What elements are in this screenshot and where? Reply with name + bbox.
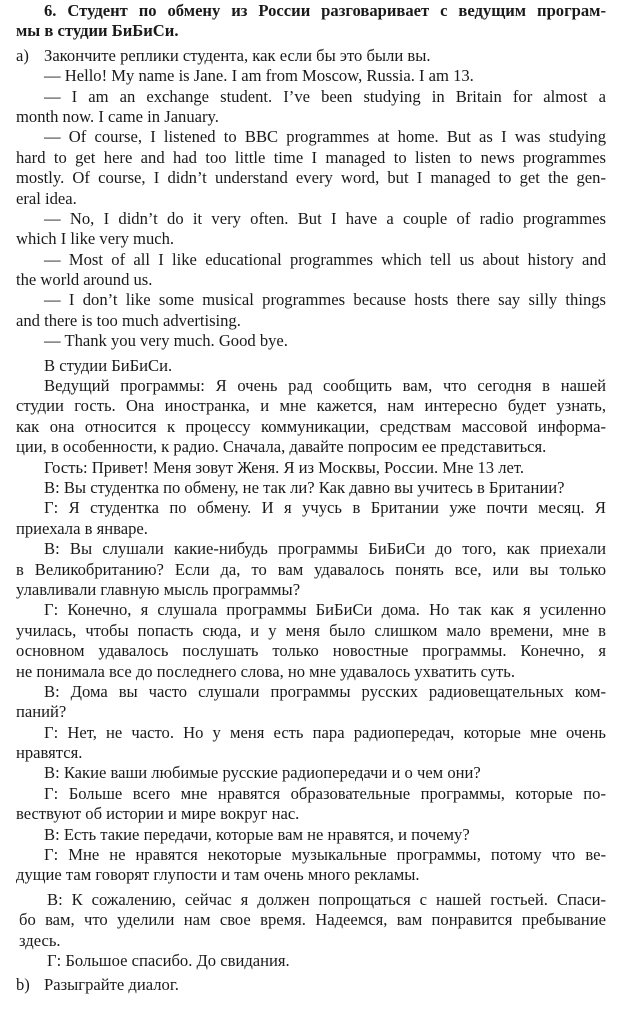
text-line: не понимала все до последнего слова, но мне удавалось ухватить суть. (16, 661, 515, 681)
paragraph (16, 682, 606, 723)
text-line: — Most of all I like educational programmes which tell us about history and (44, 249, 606, 269)
text-line: — Of course, I listened to BBC programmes at home. But as I was studying (44, 127, 606, 147)
text-line: В студии БиБиСи. (44, 355, 173, 375)
text-line: В: Есть такие передачи, которые вам не нравятся, и почему? (44, 824, 470, 844)
text-line: ции, в особенности, к радио. Сначала, давайте попросим ее представиться. (16, 437, 547, 457)
paragraph (16, 539, 606, 600)
paragraph (16, 600, 606, 682)
text-line: паний? (16, 702, 67, 722)
text-line: улавливали главную мысль программы? (16, 579, 301, 599)
text-line: — Thank you very much. Good bye. (44, 331, 288, 351)
text-line: приехала в январе. (16, 518, 148, 538)
task-a (16, 46, 606, 66)
paragraph (16, 458, 606, 478)
paragraph (16, 723, 606, 764)
task-b-text: Разыграйте диалог. (44, 975, 179, 995)
task-b (16, 975, 606, 995)
text-line: hard to get here and had too little time I managed to listen to news programmes (16, 147, 606, 167)
text-line: and there is too much advertising. (16, 310, 241, 330)
text-line: здесь. (19, 930, 61, 950)
paragraph (16, 376, 606, 458)
task-a-text: Закончите реплики студента, как если бы это были вы. (44, 45, 431, 65)
text-line: Ведущий программы: Я очень рад сообщить вам, что сегодня в нашей (44, 376, 606, 396)
paragraph (16, 331, 606, 351)
text-line: училась, чтобы попасть сюда, и у меня было слишком мало времени, мне в (16, 620, 606, 640)
text-line: основном удавалось послушать только новостные программы. Конечно, я (16, 641, 606, 661)
paragraph (16, 498, 606, 539)
text-line: which I like very much. (16, 229, 175, 249)
paragraph (16, 87, 606, 128)
paragraph (16, 209, 606, 250)
text-line: В: Вы слушали какие-нибудь программы БиБиСи до того, как приехали (44, 539, 606, 559)
text-line: month now. I came in January. (16, 106, 219, 126)
text-line: В: Дома вы часто слушали программы русских радиовещательных ком- (44, 681, 606, 701)
title-line: мы в студии БиБиСи. (16, 21, 179, 41)
text-line: вествуют об истории и мире вокруг нас. (16, 804, 300, 824)
text-line: как она относится к процессу коммуникации, средствам массовой информа- (16, 416, 606, 436)
text-line: Г: Больше всего мне нравятся образовательные программы, которые по- (44, 783, 606, 803)
text-line: — No, I didn’t do it very often. But I have a couple of radio programmes (44, 208, 606, 228)
text-line: eral idea. (16, 188, 77, 208)
text-line: Гость: Привет! Меня зовут Женя. Я из Москвы, России. Мне 13 лет. (44, 457, 525, 477)
task-b-marker: b) (16, 975, 30, 995)
paragraph (16, 784, 606, 825)
paragraph (19, 951, 606, 971)
text-line: Г: Конечно, я слушала программы БиБиСи дома. Но так как я усиленно (44, 600, 606, 620)
exercise-page (16, 0, 606, 996)
paragraph (16, 66, 606, 86)
russian-dialogue (16, 356, 606, 886)
text-line: бо вам, что уделили нам свое время. Надеемся, вам понравится пребывание (19, 910, 606, 930)
text-line: — Hello! My name is Jane. I am from Moscow, Russia. I am 13. (44, 66, 474, 86)
paragraph (19, 890, 606, 951)
exercise-title (16, 1, 606, 42)
paragraph (16, 478, 606, 498)
text-line: — I am an exchange student. I’ve been studying in Britain for almost a (44, 86, 606, 106)
paragraph (16, 763, 606, 783)
paragraph (16, 290, 606, 331)
text-line: В: Вы студентка по обмену, не так ли? Как давно вы учитесь в Британии? (44, 477, 565, 497)
text-line: дущие там говорят глупости и там очень много рекламы. (16, 865, 420, 885)
text-line: В: Какие ваши любимые русские радиопередачи и о чем они? (44, 763, 481, 783)
task-a-marker: a) (16, 45, 29, 65)
text-line: Г: Я студентка по обмену. И я учусь в Британии уже почти месяц. Я (44, 498, 606, 518)
text-line: Г: Большое спасибо. До свидания. (47, 950, 290, 970)
text-line: Г: Мне не нравятся некоторые музыкальные программы, потому что ве- (44, 845, 606, 865)
paragraph (16, 250, 606, 291)
text-line: в Великобританию? Если да, то вам удавалось понять все, или вы только (16, 559, 606, 579)
text-line: the world around us. (16, 270, 153, 290)
text-line: нравятся. (16, 743, 83, 763)
text-line: — I don’t like some musical programmes because hosts there say silly things (44, 290, 606, 310)
english-replies (16, 66, 606, 351)
text-line: Г: Нет, не часто. Но у меня есть пара радиопередач, которые мне очень (44, 722, 606, 742)
dialogue-closing (19, 890, 606, 972)
paragraph (16, 356, 606, 376)
paragraph (16, 845, 606, 886)
text-line: В: К сожалению, сейчас я должен попрощаться с нашей гостьей. Спаси- (47, 889, 606, 909)
title-line: 6. Студент по обмену из России разговаривает с ведущим програм- (44, 1, 606, 20)
text-line: mostly. Of course, I didn’t understand every word, but I managed to get the gen- (16, 168, 606, 188)
paragraph (16, 825, 606, 845)
text-line: студии гость. Она иностранка, и мне кажется, нам интересно будет узнать, (16, 396, 606, 416)
paragraph (16, 127, 606, 209)
